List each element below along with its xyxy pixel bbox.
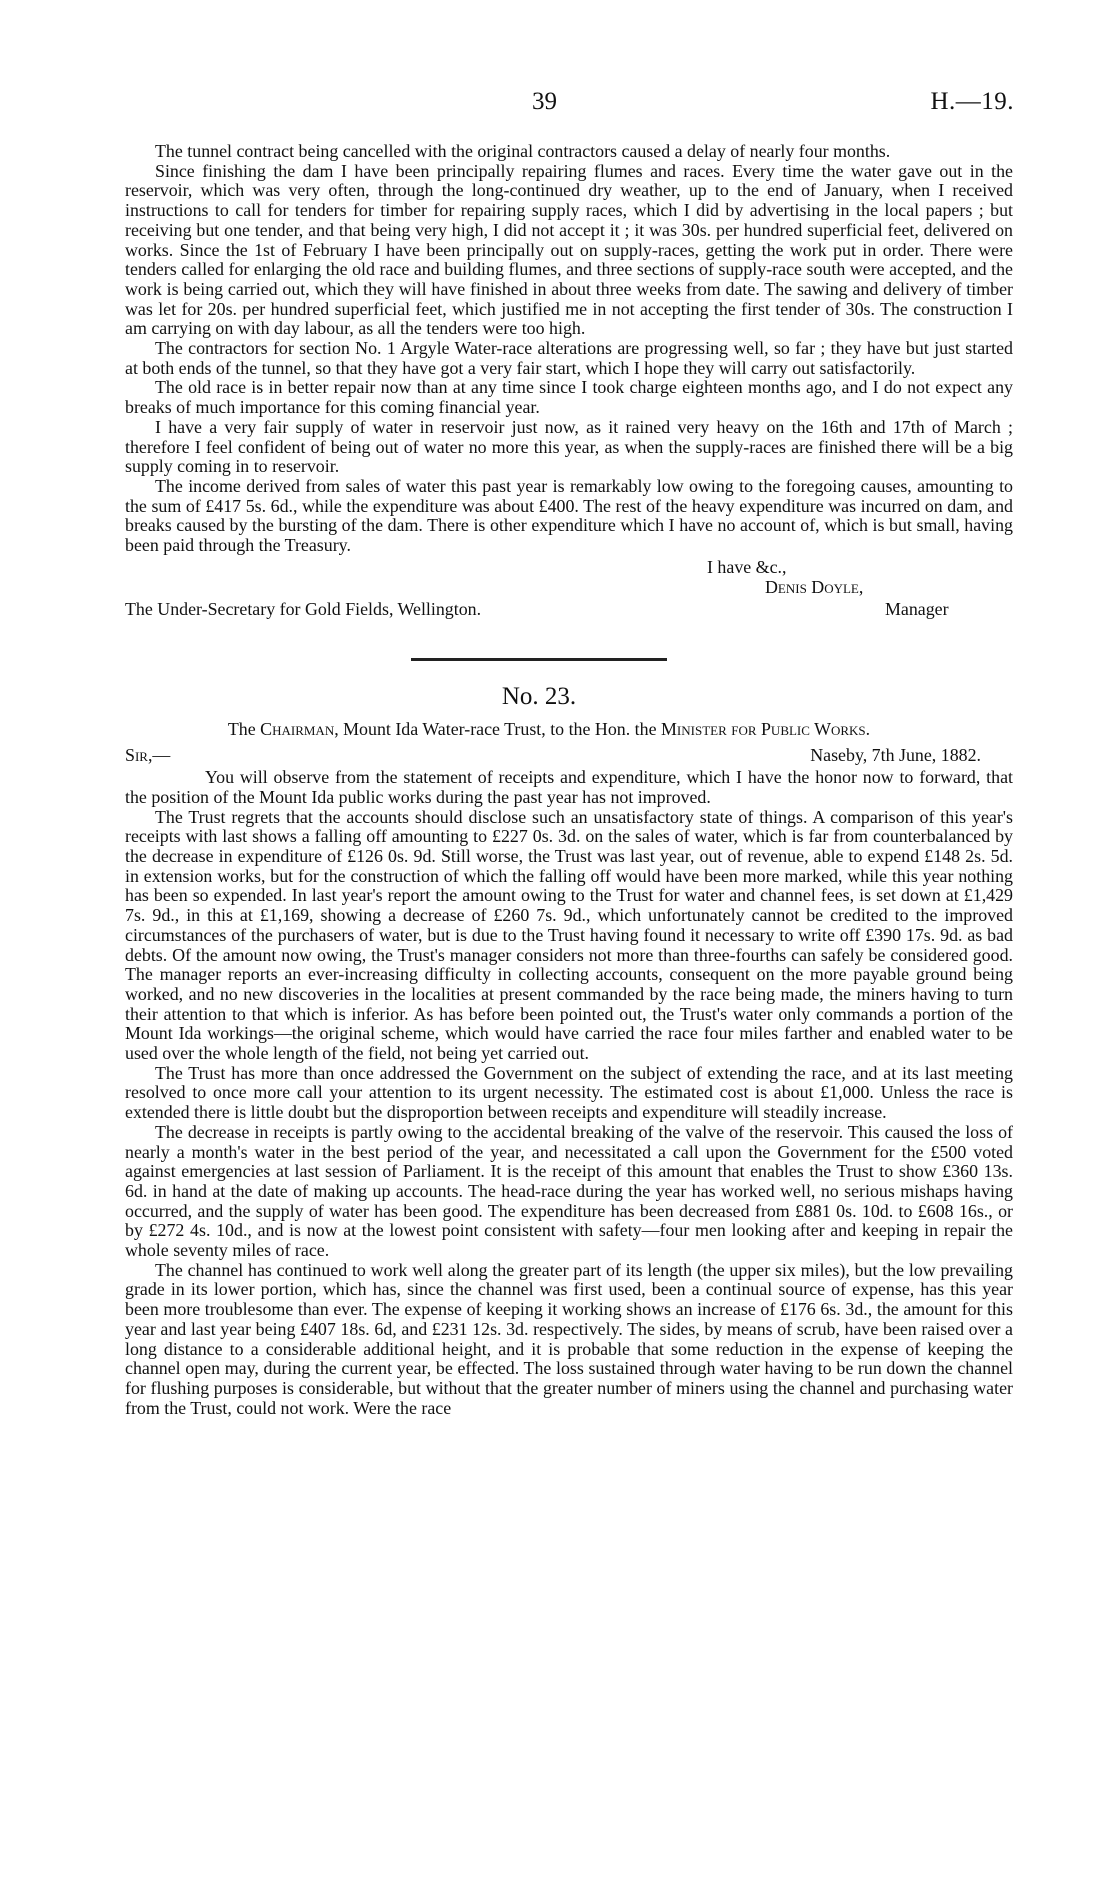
- document-body: [125, 142, 1013, 1418]
- paragraph: The Trust has more than once addressed the Government on the subject of extending the race, and at its last meeting resolved to once more call your attention to its urgent necessity. The estimated cost is about £1,000. Unless the race is extended there is little doubt but the disproportion between receipts and expenditure will steadily increase.: [125, 1062, 1013, 1123]
- paragraph: I have a very fair supply of water in reservoir just now, as it rained very heavy on the 16th and 17th of March ; therefore I feel confident of being out of water no more this year, as when the supply-races are finished there will be a big supply coming in to reservoir.: [125, 416, 1013, 477]
- signature: Denis Doyle,: [765, 576, 864, 597]
- signatory-title: Manager: [885, 598, 949, 619]
- paragraph: The Trust regrets that the accounts should disclose such an unsatisfactory state of things. A comparison of this year's receipts with last shows a falling off amounting to £227 0s. 3d. on the sales of water, which is far from counterbalanced by the decrease in expenditure of £126 0s. 9d. Still worse, the Trust was last year, out of revenue, able to expend £148 2s. 5d. in extension works, but for the construction of which the falling off would have been more marked, while this year nothing has been so expended. In last year's report the amount owing to the Trust for water and channel fees, is set down at £1,429 7s. 9d., in this at £1,169, showing a decrease of £260 7s. 9d., which unfortunately cannot be credited to the improved circumstances of the purchasers of water, but is due to the Trust having found it necessary to write off £390 17s. 9d. as bad debts. Of the amount now owing, the Trust's manager considers not more than three-fourths can safely be considered good. The manager reports an ever-increasing difficulty in collecting accounts, consequent on the more payable ground being worked, and no new discoveries in the localities at present commanded by the race being made, the miners having to turn their attention to that which is inferior. As has before been pointed out, the Trust's water only commands a portion of the Mount Ida workings—the original scheme, which would have carried the race four miles farther and enabled water to be used over the whole length of the field, not being yet carried out.: [125, 806, 1013, 1064]
- paragraph: The tunnel contract being cancelled with the original contractors caused a delay of nearly four months.: [155, 141, 891, 161]
- paragraph: The old race is in better repair now than at any time since I took charge eighteen months ago, and I do not expect any breaks of much importance for this coming financial year.: [125, 377, 1013, 418]
- paragraph: The contractors for section No. 1 Argyle Water-race alterations are progressing well, so far ; they have but just started at both ends of the tunnel, so that they have got a very fair start, which I hope they will carry out satisfactorily.: [125, 338, 1013, 378]
- place-date: Naseby, 7th June, 1882.: [810, 745, 981, 766]
- letter-number: No. 23.: [501, 682, 577, 710]
- letter-closing: [125, 558, 1013, 638]
- addressee: The Under-Secretary for Gold Fields, Wellington.: [125, 598, 482, 619]
- section-divider: [411, 658, 667, 661]
- heading-prefix: The: [227, 719, 261, 740]
- paragraph: The decrease in receipts is partly owing to the accidental breaking of the valve of the reservoir. This caused the loss of nearly a month's water in the best period of the year, and necessitated a call upon the Government for the £500 voted against emergencies at last session of Parliament. It is the receipt of this amount that enables the Trust to show £360 13s. 6d. in hand at the date of making up accounts. The head-race during the year has worked well, no serious mishaps having occurred, and the supply of water has been good. The expenditure has been decreased from £881 0s. 10d. to £608 16s., or by £272 4s. 10d., and is now at the lowest point consistent with safety—four men looking after and keeping in repair the whole seventy miles of race.: [125, 1121, 1013, 1261]
- heading-recipient: Minister for Public Works.: [661, 719, 871, 740]
- salutation: Sir,—: [125, 745, 171, 766]
- heading-sender: Chairman: [260, 719, 335, 740]
- heading-middle: , Mount Ida Water-race Trust, to the Hon. the: [334, 719, 662, 740]
- paragraph: The channel has continued to work well along the greater part of its length (the upper six miles), but the low prevailing grade in its lower portion, which has, since the channel was first used, been a continual source of expense, has this year been more troublesome than ever. The expense of keeping it working shows an increase of £176 6s. 3d., the amount for this year and last year being £407 18s. 6d, and £231 12s. 3d. respectively. The sides, by means of scrub, have been raised over a long distance to a considerable additional height, and it is probable that some reduction in the expense of keeping the channel open may, during the current year, be effected. The loss sustained through water having to be run down the channel for flushing purposes is considerable, but without that the greater number of miners using the channel and purchasing water from the Trust, could not work. Were the race: [125, 1259, 1013, 1418]
- letter-heading: [105, 720, 993, 740]
- paragraph: You will observe from the statement of receipts and expenditure, which I have the honor now to forward, that the position of the Mount Ida public works during the past year has not improved.: [125, 767, 1013, 807]
- closing-phrase: I have &c.,: [707, 556, 787, 577]
- paragraph: Since finishing the dam I have been principally repairing flumes and races. Every time the water gave out in the reservoir, which was very often, through the long-continued dry weather, up to the end of January, when I received instructions to call for tenders for timber for repairing supply races, which I did by advertising in the local papers ; but receiving but one tender, and that being very high, I did not accept it ; it was 30s. per hundred superficial feet, delivered on works. Since the 1st of February I have been principally out on supply-races, getting the work put in order. There were tenders called for enlarging the old race and building flumes, and three sections of supply-race south were accepted, and the work is being carried out, which they will have finished in about three weeks from date. The sawing and delivery of timber was let for 20s. per hundred superficial feet, which justified me in not accepting the first tender of 30s. The construction I am carrying on with day labour, as all the tenders were too high.: [125, 160, 1013, 339]
- salutation-row: [125, 746, 1013, 768]
- page-number: 39: [532, 88, 557, 115]
- letter-23: [125, 682, 1013, 1419]
- page-header: [0, 88, 1114, 128]
- paragraph: The income derived from sales of water this past year is remarkably low owing to the foregoing causes, amounting to the sum of £417 5s. 6d., while the expenditure was about £400. The rest of the heavy expenditure was incurred on dam, and breaks caused by the bursting of the dam. There is other expenditure which I have no account of, which is but small, having been paid through the Treasury.: [125, 475, 1013, 556]
- document-reference: H.—19.: [930, 88, 1014, 115]
- letter-22-continuation: [125, 142, 1013, 638]
